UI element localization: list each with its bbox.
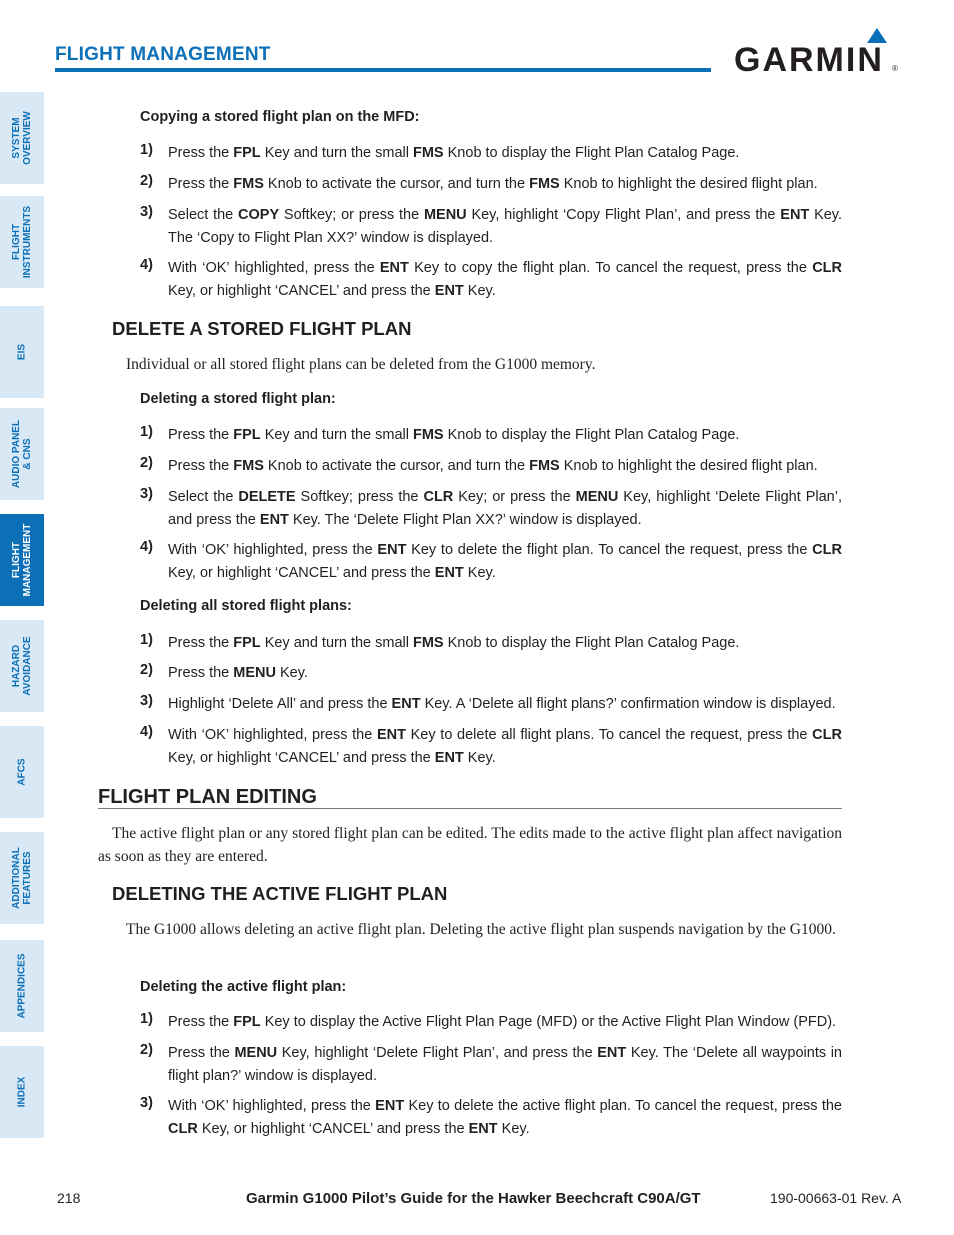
delete-active-subheading: Deleting the active flight plan: bbox=[140, 979, 347, 995]
side-tab-index[interactable] bbox=[0, 1046, 44, 1138]
delete-one-step-number: 3) bbox=[140, 486, 153, 502]
delete-one-step-number: 1) bbox=[140, 424, 153, 440]
section-title: FLIGHT MANAGEMENT bbox=[55, 44, 271, 65]
delete-one-step-number: 4) bbox=[140, 539, 153, 555]
document-number: 190-00663-01 Rev. A bbox=[770, 1190, 902, 1206]
side-tab-label: AUDIO PANEL & CNS bbox=[11, 419, 33, 489]
svg-text:GARMIN: GARMIN bbox=[734, 41, 884, 76]
side-tab-label: INDEX bbox=[16, 1076, 28, 1108]
copy-step-text: Press the FPL Key and turn the small FMS Knob to display the Flight Plan Catalog Page. bbox=[168, 145, 740, 161]
delete-all-step-number: 1) bbox=[140, 632, 153, 648]
footer-title: Garmin G1000 Pilot’s Guide for the Hawker Beechcraft C90A/GT bbox=[246, 1190, 701, 1207]
delete-active-heading: DELETING THE ACTIVE FLIGHT PLAN bbox=[112, 883, 448, 904]
side-tab-label: AFCS bbox=[16, 758, 28, 786]
delete-one-step-text: Press the FMS Knob to activate the cursor, and turn the FMS Knob to highlight the desired flight plan. bbox=[168, 458, 818, 474]
delete-all-step-text: Highlight ‘Delete All’ and press the ENT Key. A ‘Delete all flight plans?’ confirmation window is displayed. bbox=[168, 696, 836, 712]
delete-all-subheading: Deleting all stored flight plans: bbox=[140, 598, 352, 614]
copy-step-number: 3) bbox=[140, 204, 153, 220]
side-tab-afcs[interactable] bbox=[0, 726, 44, 818]
delete-all-step-number: 3) bbox=[140, 693, 153, 709]
delete-all-step-number: 4) bbox=[140, 724, 153, 740]
editing-heading: FLIGHT PLAN EDITING bbox=[98, 786, 317, 808]
delete-all-step-text: With ‘OK’ highlighted, press the ENT Key to delete all flight plans. To cancel the request, press the CLR Key, or highlight ‘CANCEL’ and press the ENT Key. bbox=[168, 727, 842, 766]
delete-active-intro: The G1000 allows deleting an active flight plan. Deleting the active flight plan suspends navigation by the G1000. bbox=[126, 921, 836, 938]
delete-active-step-number: 3) bbox=[140, 1095, 153, 1111]
copy-step-number: 1) bbox=[140, 142, 153, 158]
delete-one-step-text: Select the DELETE Softkey; press the CLR Key; or press the MENU Key, highlight ‘Delete Flight Plan’, and press the ENT Key. The ‘Delete Flight Plan XX?’ window is displayed. bbox=[168, 489, 842, 528]
side-tab-label: EIS bbox=[16, 343, 28, 361]
delete-all-step-text: Press the MENU Key. bbox=[168, 665, 308, 681]
side-tab-system-overview[interactable] bbox=[0, 92, 44, 184]
side-tab-label: FLIGHT MANAGEMENT bbox=[11, 523, 33, 597]
side-tab-label: APPENDICES bbox=[16, 953, 28, 1019]
delete-active-step-number: 2) bbox=[140, 1042, 153, 1058]
svg-text:®: ® bbox=[892, 64, 898, 73]
header-rule bbox=[55, 68, 711, 72]
delete-active-step-number: 1) bbox=[140, 1011, 153, 1027]
editing-heading-rule bbox=[98, 808, 842, 809]
side-tab-label: ADDITIONAL FEATURES bbox=[11, 847, 33, 909]
copy-step-number: 2) bbox=[140, 173, 153, 189]
side-tab-label: SYSTEM OVERVIEW bbox=[11, 111, 33, 165]
copy-step-text: Select the COPY Softkey; or press the MENU Key, highlight ‘Copy Flight Plan’, and press the ENT Key. The ‘Copy to Flight Plan XX?’ window is displayed. bbox=[168, 207, 843, 246]
side-tab-appendices[interactable] bbox=[0, 940, 44, 1032]
delete-all-step-text: Press the FPL Key and turn the small FMS Knob to display the Flight Plan Catalog Page. bbox=[168, 635, 740, 651]
editing-intro: The active flight plan or any stored flight plan can be edited. The edits made to the active flight plan affect navigation as soon as they are entered. bbox=[98, 825, 842, 865]
delete-stored-heading: DELETE A STORED FLIGHT PLAN bbox=[112, 318, 412, 339]
copy-step-number: 4) bbox=[140, 257, 153, 273]
delete-one-step-text: With ‘OK’ highlighted, press the ENT Key to delete the flight plan. To cancel the request, press the CLR Key, or highlight ‘CANCEL’ and press the ENT Key. bbox=[168, 542, 842, 581]
delete-one-step-text: Press the FPL Key and turn the small FMS Knob to display the Flight Plan Catalog Page. bbox=[168, 427, 740, 443]
side-tab-label: FLIGHT INSTRUMENTS bbox=[11, 205, 33, 279]
delete-active-step-text: Press the MENU Key, highlight ‘Delete Flight Plan’, and press the ENT Key. The ‘Delete all waypoints in flight plan?’ window is displayed. bbox=[168, 1045, 842, 1084]
side-tab-flight-instruments[interactable] bbox=[0, 196, 44, 288]
delete-active-step-text: With ‘OK’ highlighted, press the ENT Key to delete the active flight plan. To cancel the request, press the CLR Key, or highlight ‘CANCEL’ and press the ENT Key. bbox=[168, 1098, 842, 1137]
page-number: 218 bbox=[57, 1190, 81, 1206]
delete-one-step-number: 2) bbox=[140, 455, 153, 471]
side-tab-audio-panel-cns[interactable] bbox=[0, 408, 44, 500]
copy-step-text: Press the FMS Knob to activate the cursor, and turn the FMS Knob to highlight the desired flight plan. bbox=[168, 176, 818, 192]
delete-stored-intro: Individual or all stored flight plans can be deleted from the G1000 memory. bbox=[126, 356, 596, 373]
copy-step-text: With ‘OK’ highlighted, press the ENT Key to copy the flight plan. To cancel the request, press the CLR Key, or highlight ‘CANCEL’ and press the ENT Key. bbox=[168, 260, 842, 299]
copy-subheading: Copying a stored flight plan on the MFD: bbox=[140, 109, 420, 125]
side-tab-hazard-avoidance[interactable] bbox=[0, 620, 44, 712]
side-tab-additional-features[interactable] bbox=[0, 832, 44, 924]
garmin-logo bbox=[734, 26, 900, 76]
side-tab-flight-management[interactable] bbox=[0, 514, 44, 606]
side-tab-label: HAZARD AVOIDANCE bbox=[11, 636, 33, 696]
delete-one-subheading: Deleting a stored flight plan: bbox=[140, 391, 336, 407]
delete-all-step-number: 2) bbox=[140, 662, 153, 678]
side-tab-eis[interactable] bbox=[0, 306, 44, 398]
delete-active-step-text: Press the FPL Key to display the Active Flight Plan Page (MFD) or the Active Flight Plan Window (PFD). bbox=[168, 1014, 837, 1030]
